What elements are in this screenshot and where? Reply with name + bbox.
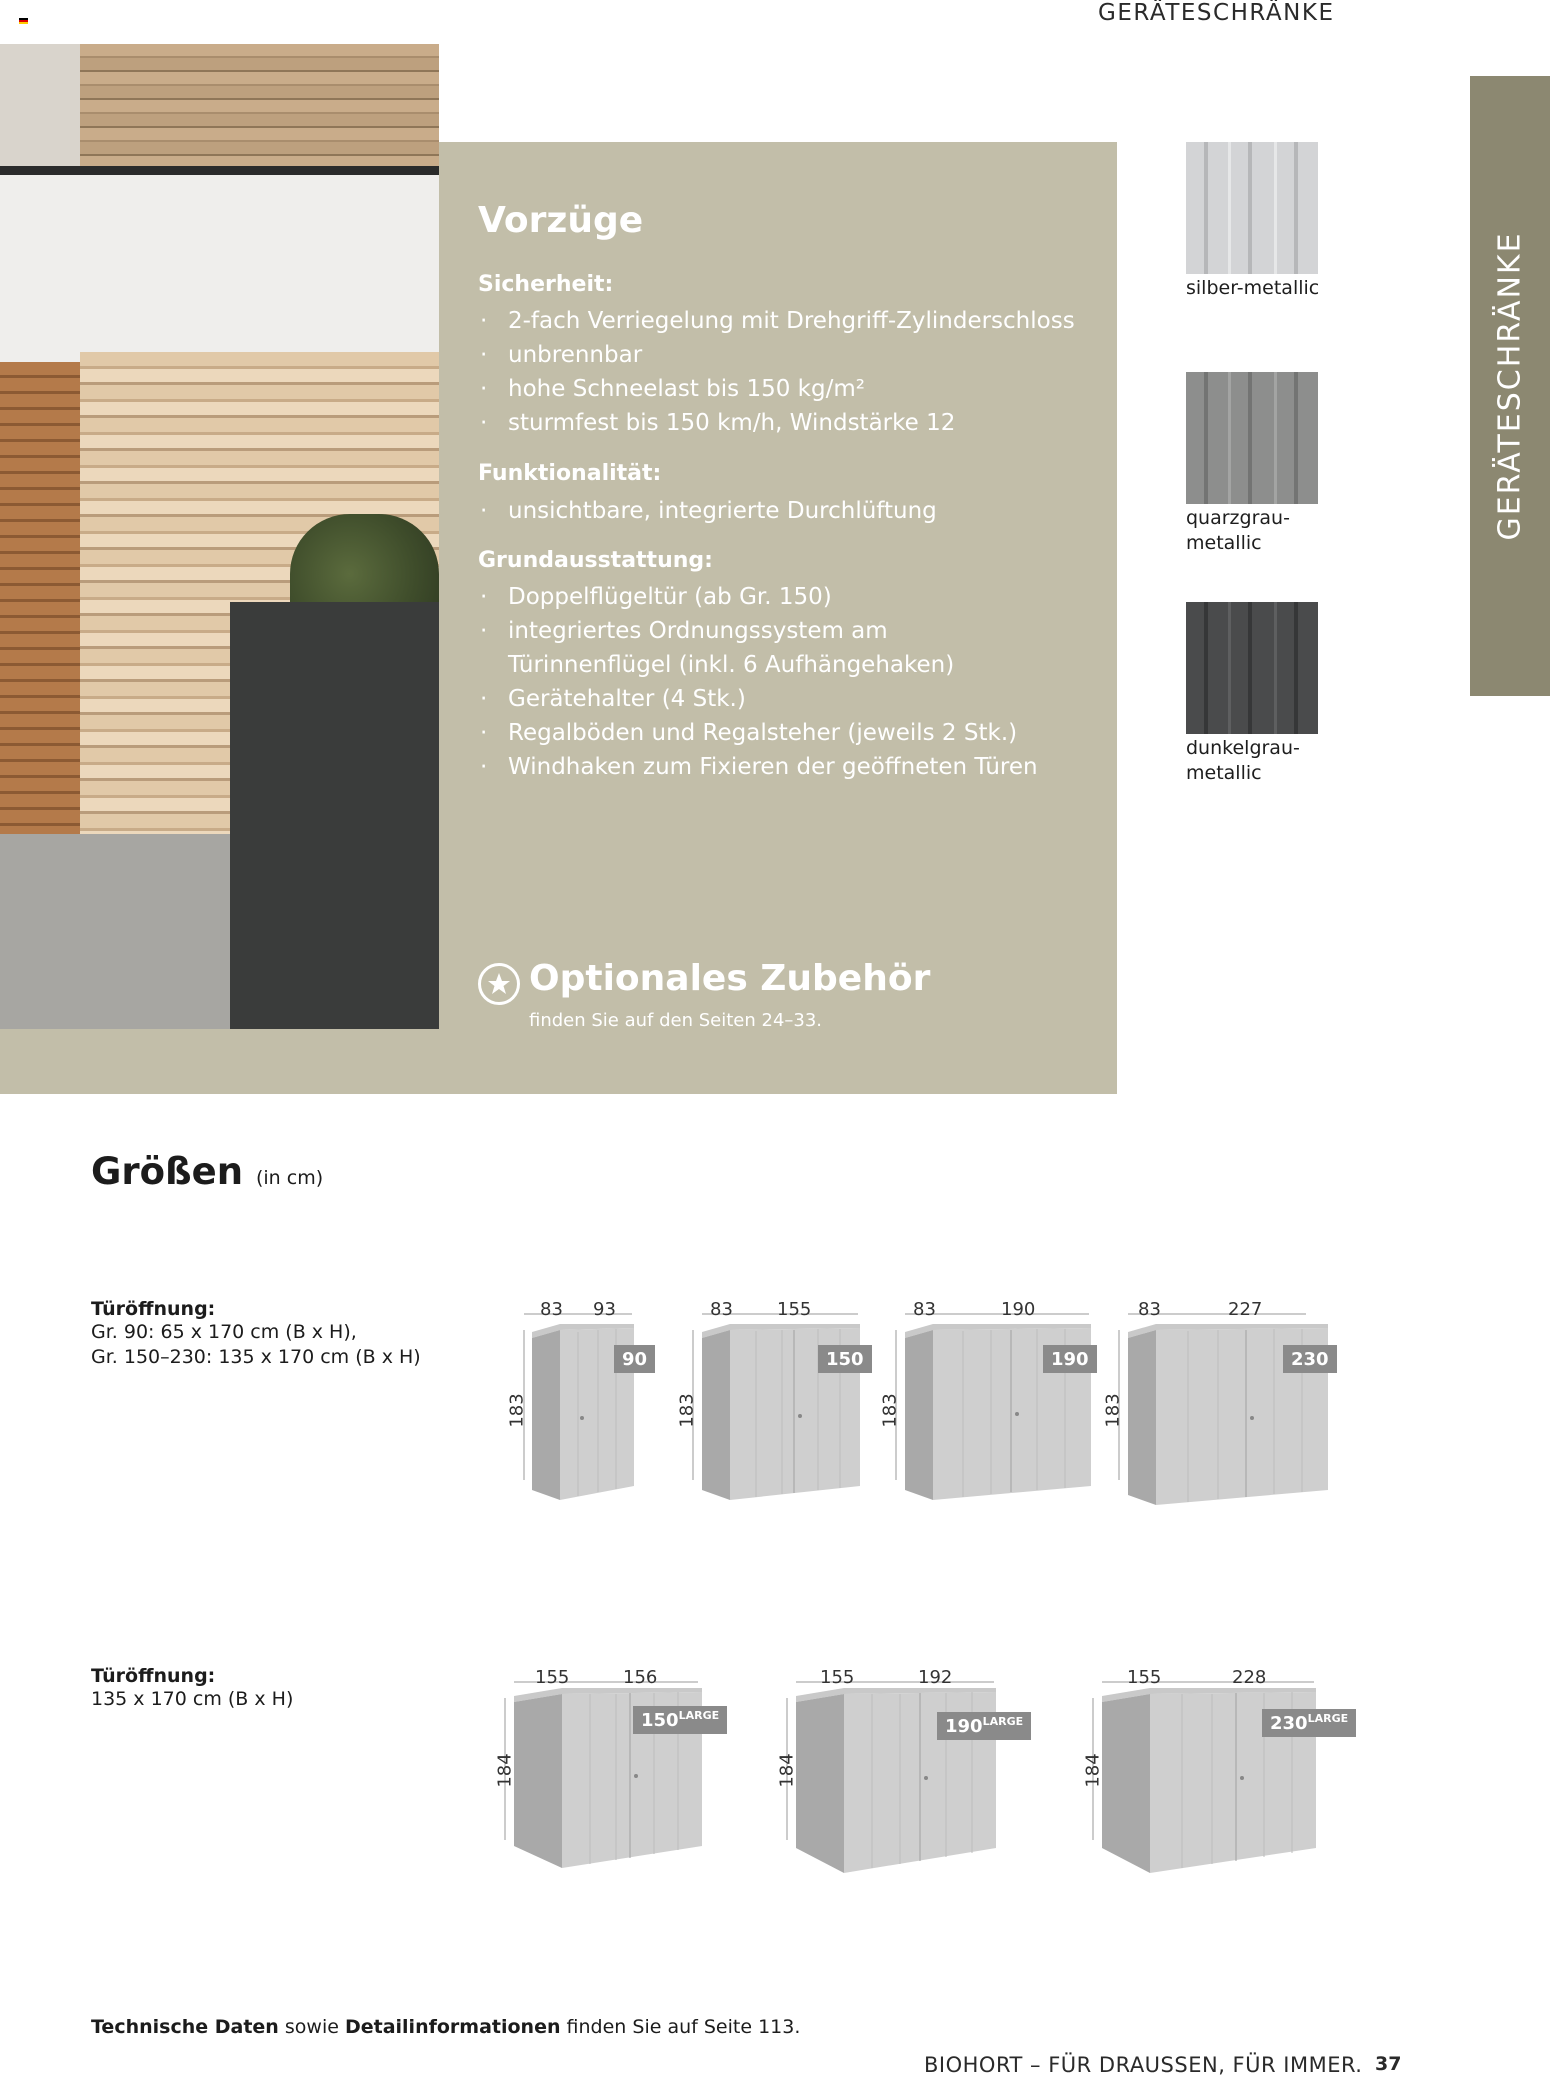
depth-label: 155	[1127, 1667, 1162, 1688]
group-heading-security: Sicherheit:	[478, 272, 614, 297]
size-badge: 190	[1043, 1345, 1097, 1373]
height-label: 183	[879, 1393, 901, 1428]
width-label: 93	[593, 1299, 616, 1320]
equipment-list	[478, 580, 1058, 784]
width-label: 156	[623, 1667, 658, 1688]
list-item: · Gerätehalter (4 Stk.)	[478, 682, 1058, 716]
list-item: · 2-fach Verriegelung mit Drehgriff-Zylinderschloss	[478, 304, 1078, 338]
height-label: 183	[1102, 1393, 1124, 1428]
size-badge: $190^{LARGE}$	[937, 1712, 1031, 1740]
height-label: 184	[494, 1753, 516, 1788]
depth-label: 155	[820, 1667, 855, 1688]
height-label: 184	[776, 1753, 798, 1788]
color-swatch-silver[interactable]	[1186, 142, 1318, 274]
shed-size-90[interactable]	[512, 1300, 652, 1504]
features-title: Vorzüge	[478, 200, 644, 241]
height-label: 184	[1082, 1753, 1104, 1788]
pavement	[0, 834, 230, 1029]
color-label: silber-metallic	[1186, 277, 1320, 299]
size-badge: 230	[1283, 1345, 1337, 1373]
list-item: · Doppelflügeltür (ab Gr. 150)	[478, 580, 1058, 614]
door-opening-row1: Türöffnung: Gr. 90: 65 x 170 cm (B x H), Gr. 150–230: 135 x 170 cm (B x H)	[91, 1298, 421, 1368]
group-heading-equipment: Grundausstattung:	[478, 548, 713, 573]
list-item: · unbrennbar	[478, 338, 1078, 372]
size-badge: 90	[614, 1345, 655, 1373]
depth-label: 83	[1138, 1299, 1161, 1320]
height-label: 183	[676, 1393, 698, 1428]
door-opening-row2: Türöffnung: 135 x 170 cm (B x H)	[91, 1665, 294, 1710]
optional-accessories-title: Optionales Zubehör	[529, 958, 931, 999]
shed-size-190-large[interactable]	[784, 1668, 1004, 1882]
depth-label: 83	[913, 1299, 936, 1320]
depth-label: 83	[710, 1299, 733, 1320]
list-item: · hohe Schneelast bis 150 kg/m²	[478, 372, 1078, 406]
sizes-unit: (in cm)	[255, 1167, 324, 1189]
list-item: · sturmfest bis 150 km/h, Windstärke 12	[478, 406, 1078, 440]
list-item: · unsichtbare, integrierte Durchlüftung	[478, 494, 1078, 528]
depth-label: 155	[535, 1667, 570, 1688]
product-photo	[0, 44, 439, 1029]
brand-slogan: BIOHORT – FÜR DRAUSSEN, FÜR IMMER.	[924, 2053, 1363, 2077]
sizes-title: Größen (in cm)	[91, 1150, 324, 1193]
list-item: · Windhaken zum Fixieren der geöffneten Türen	[478, 750, 1058, 784]
optional-accessories-subtitle: finden Sie auf den Seiten 24–33.	[529, 1010, 823, 1031]
panel-extension	[0, 1029, 439, 1094]
tool-cabinet	[230, 602, 439, 1029]
list-item: · integriertes Ordnungssystem am Türinnenflügel (inkl. 6 Aufhängehaken)	[478, 614, 1058, 682]
width-label: 190	[1001, 1299, 1036, 1320]
size-badge: $230^{LARGE}$	[1262, 1709, 1356, 1737]
wall-ledge	[0, 166, 439, 175]
function-list	[478, 494, 1078, 528]
list-item: · Regalböden und Regalsteher (jeweils 2 Stk.)	[478, 716, 1058, 750]
shed-size-150[interactable]	[690, 1300, 870, 1504]
group-heading-function: Funktionalität:	[478, 461, 662, 486]
color-label: dunkelgrau- metallic	[1186, 737, 1300, 784]
color-swatch-dark-grey[interactable]	[1186, 602, 1318, 734]
wood-cladding	[0, 362, 80, 834]
size-badge: 150	[818, 1345, 872, 1373]
technical-data-note: Technische Daten sowie Detailinformationen finden Sie auf Seite 113.	[91, 2016, 801, 2038]
width-label: 192	[918, 1667, 953, 1688]
shed-size-190[interactable]	[893, 1300, 1093, 1504]
width-label: 155	[777, 1299, 812, 1320]
size-badge: $150^{LARGE}$	[633, 1706, 727, 1734]
side-chapter-tab[interactable]	[1470, 76, 1550, 696]
plant	[290, 514, 439, 614]
security-list	[478, 304, 1078, 440]
star-icon	[478, 963, 520, 1005]
section-header: GERÄTESCHRÄNKE	[1098, 0, 1335, 26]
shed-size-150-large[interactable]	[502, 1668, 722, 1882]
side-tab-label: GERÄTESCHRÄNKE	[1492, 231, 1528, 541]
page-number: 37	[1375, 2053, 1402, 2075]
width-label: 227	[1228, 1299, 1263, 1320]
width-label: 228	[1232, 1667, 1267, 1688]
language-flag-icon[interactable]	[19, 18, 28, 24]
shed-size-230[interactable]	[1116, 1300, 1336, 1514]
height-label: 183	[506, 1393, 528, 1428]
stone-wall-top	[80, 44, 439, 169]
color-label: quarzgrau- metallic	[1186, 507, 1290, 554]
shed-size-230-large[interactable]	[1090, 1668, 1320, 1882]
color-swatch-quartz-grey[interactable]	[1186, 372, 1318, 504]
depth-label: 83	[540, 1299, 563, 1320]
